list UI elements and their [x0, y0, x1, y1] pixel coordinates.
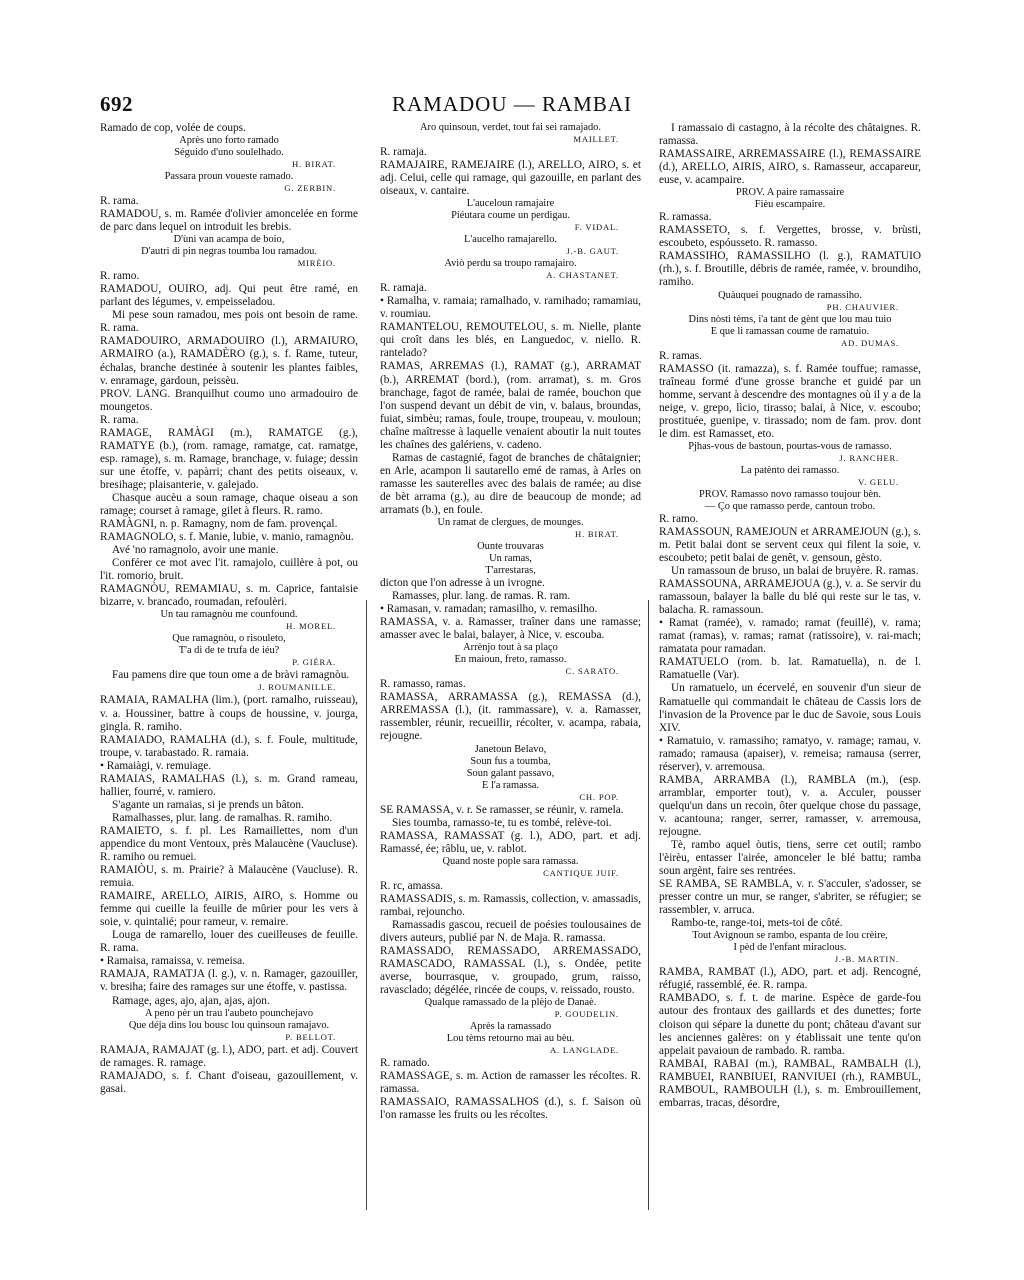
- verse-line: Ounte trouvaras: [477, 541, 544, 553]
- verse-line: L'auceloun ramajaire: [466, 198, 555, 210]
- dictionary-entry: Un ramatuelo, un écervelé, en souvenir d'un sieur de Ramatuelle qui commandait le château de Cassis lors de l'invasion de la Provence par le duc de Savoie, sous Louis XIV.: [659, 682, 921, 734]
- dictionary-entry: dicton que l'on adresse à un ivrogne.: [380, 577, 545, 590]
- dictionary-entry: RAMASSETO, s. f. Vergettes, brosse, v. brùsti, escoubeto, espóusseto. R. ramasso.: [659, 224, 921, 250]
- dictionary-entry: R. rama.: [100, 195, 139, 208]
- verse-line: — Ço que ramasso perde, cantoun trobo.: [704, 500, 876, 512]
- dictionary-entry: RAMADOU, OUIRO, adj. Qui peut être ramé, en parlant des légumes, v. empeisseladou.: [100, 283, 358, 309]
- citation-author: MAILLET.: [573, 134, 619, 144]
- dictionary-entry: RAMAGE, RAMÀGI (m.), RAMATGE (g.), RAMATYE (b.), (rom. ramage, ramatge, cat. ramatge, esp. ramage), s. m. Ramage, branchage, v. fuiage; dessin sur une étoffe, v. papàrri; chant des petits oiseaux, v. bresihage; plaisanterie, v. galejado.: [100, 426, 358, 491]
- dictionary-entry: RAMASSAIRE, ARREMASSAIRE (l.), REMASSAIRE (d.), ARELLO, AIRIS, AIRO, s. Ramasseur, accapareur, euse, v. acampaire.: [659, 148, 921, 187]
- dictionary-entry: • Ramatuio, v. ramassiho; ramatyo, v. ramage; ramau, v. ramado; ramausa (apaiser), v. remeisa; ramausa (serrer, réserver), v. arremousa.: [659, 734, 921, 773]
- dictionary-entry: R. ramaja.: [380, 282, 427, 295]
- citation-author: AD. DUMAS.: [841, 337, 899, 348]
- dictionary-entry: RAMAJAIRE, RAMEJAIRE (l.), ARELLO, AIRO, s. et adj. Celui, celle qui ramage, qui gazouille, en parlant des oiseaux, v. cantaire.: [380, 159, 641, 198]
- dictionary-entry: Ramassadis gascou, recueil de poésies toulousaines de divers auteurs, publié par N. de Maja. R. ramassa.: [380, 918, 641, 944]
- dictionary-entry: Louga de ramarello, louer des cueilleuses de feuille. R. rama.: [100, 929, 358, 955]
- dictionary-entry: RAMASSA, ARRAMASSA (g.), REMASSA (d.), ARREMASSA (l.), (it. rammassare), v. a. Ramasser, rassembler, réunir, recueillir, récolter, v. acampa, rabaia, rejougne.: [380, 691, 641, 743]
- column-divider-left: [366, 600, 367, 1210]
- dictionary-entry: I ramassaio di castagno, à la récolte des châtaignes. R. ramassa.: [659, 122, 921, 148]
- dictionary-entry: • Ramaiàgi, v. remuiage.: [100, 759, 212, 772]
- citation-author: J.-B. MARTIN.: [834, 954, 899, 965]
- dictionary-entry: RAMAGNÒU, REMAMIAU, s. m. Caprice, fantaisie bizarre, v. brancado, roumadan, refoulèri.: [100, 583, 358, 609]
- column-middle: [380, 122, 641, 1232]
- verse-line: Soun fus a toumba,: [470, 755, 551, 767]
- verse-line: Séguido d'uno soulelhado.: [174, 147, 284, 159]
- dictionary-entry: RAMBA, RAMBAT (l.), ADO, part. et adj. Rencogné, réfugié, rassemblé, ée. R. rampa.: [659, 966, 921, 992]
- citation-author: J. ROUMANILLE.: [258, 682, 336, 693]
- dictionary-entry: RAMASSA, RAMASSAT (g. l.), ADO, part. et adj. Ramassé, ée; râblu, ue, v. rablot.: [380, 829, 641, 855]
- dictionary-entry: Tè, rambo aquel òutis, tiens, serre cet outil; rambo l'èirèu, entasser l'airée, amonceler le blé battu; ramba soun argènt, faire ses rentrées.: [659, 839, 921, 878]
- dictionary-entry: Mi pese soun ramadou, mes pois ont besoin de rame. R. rama.: [100, 309, 358, 335]
- dictionary-entry: RAMASSAIO, RAMASSALHOS (d.), s. f. Saison où l'on ramasse les fruits ou les récoltes.: [380, 1096, 641, 1122]
- dictionary-entry: RAMASSOUN, RAMEJOUN et ARRAMEJOUN (g.), s. m. Petit balai dont se servent ceux qui filent la soie, v. escoubeto; petit balai de genêt, v. gensoun, gèsto.: [659, 525, 921, 564]
- verse-line: Que déja dins lou bousc lou quinsoun ramajavo.: [128, 1019, 330, 1031]
- dictionary-entry: Un ramassoun de bruso, un balai de bruyère. R. ramas.: [671, 565, 919, 578]
- citation-author: J. RANCHER.: [839, 452, 899, 463]
- verse-line: Un ramas,: [489, 553, 532, 565]
- verse-line: Après la ramassado: [469, 1021, 552, 1033]
- dictionary-entry: RAMAIADO, RAMALHA (d.), s. f. Foule, multitude, troupe, v. tarabastado. R. ramaia.: [100, 733, 358, 759]
- dictionary-entry: RAMASSA, v. a. Ramasser, traîner dans une ramasse; amasser avec le balai, balayer, à Nice, v. escouba.: [380, 616, 641, 642]
- citation-author: J.-B. GAUT.: [566, 246, 619, 257]
- verse-line: PROV. A paire ramassaire: [735, 187, 845, 199]
- verse-line: Quàuquei pougnado de ramassiho.: [718, 289, 862, 301]
- verse-line: PROV. Ramasso novo ramasso toujour bèn.: [699, 488, 881, 500]
- dictionary-entry: RAMAGNOLO, s. f. Manie, lubie, v. manio, ramagnòu.: [100, 531, 354, 544]
- column-left: [100, 122, 358, 1232]
- verse-line: Arrènjo tout à sa plaço: [463, 642, 558, 654]
- dictionary-entry: RAMÀGNI, n. p. Ramagny, nom de fam. provençal.: [100, 518, 338, 531]
- dictionary-entry: • Ramat (ramée), v. ramado; ramat (feuillé), v. rama; ramat (ramas), v. ramas; ramat (ratissoire), v. rai-mach; ramatata pour ramadan.: [659, 617, 921, 656]
- dictionary-entry: RAMADOUIRO, ARMADOUIRO (l.), ARMAIURO, ARMAIRO (a.), RAMADÈRO (g.), s. f. Rame, tuteur, échalas, branche destinée à soutenir les plantes faibles, v. enramage, gardoun, peissèu.: [100, 335, 358, 387]
- verse-line: E que li ramassan coume de ramatuio.: [710, 325, 870, 337]
- dictionary-entry: RAMAIETO, s. f. pl. Les Ramaillettes, nom d'un appendice du mont Ventoux, près Malaucène (Vaucluse). R. ramiho ou remuei.: [100, 824, 358, 864]
- verse-line: D'autri di pin negras toumba lou ramadou.: [141, 246, 317, 258]
- verse-line: I pèd de l'enfant miraclous.: [733, 942, 847, 954]
- verse-line: Aro quinsoun, verdet, tout fai sei ramajado.: [420, 122, 601, 133]
- dictionary-entry: R. ramassa.: [659, 211, 712, 224]
- citation-author: P. GIÉRA.: [292, 657, 336, 668]
- dictionary-entry: RAMASSOUNA, ARRAMEJOUA (g.), v. a. Se servir du ramassoun, balayer la balle du blé qui reste sur le tas, v. balacha. R. ramassoun.: [659, 578, 921, 617]
- dictionary-entry: Ramado de cop, volée de coups.: [100, 122, 246, 134]
- dictionary-entry: RAMASSO (it. ramazza), s. f. Ramée touffue; ramasse, traîneau formé d'une grosse branche et guidé par un homme, servant à descendre des montagnes où il y a de la neige, v. grepo, lìcio, tirasso; balai, à Nice, v. escoubo; prostituée, guenipe, v. tirassado; nom de fam. prov. dont le dim. est Ramasset, eto.: [659, 362, 921, 440]
- citation-author: G. ZERBIN.: [284, 183, 336, 194]
- verse-line: Tout Avignoun se rambo, espanta de lou crèire,: [692, 930, 888, 942]
- citation-author: CH. POP.: [579, 791, 619, 802]
- verse-line: En maioun, freto, ramasso.: [454, 654, 567, 666]
- citation-author: CANTIQUE JUIF.: [543, 867, 619, 878]
- dictionary-entry: RAMASSIHO, RAMASSILHO (l. g.), RAMATUIO (rh.), s. f. Broutille, débris de ramée, ramée, v. broundiho, ramiho.: [659, 250, 921, 289]
- citation-author: F. VIDAL.: [574, 222, 619, 233]
- dictionary-entry: SE RAMASSA, v. r. Se ramasser, se réunir, v. ramela.: [380, 803, 624, 816]
- citation-author: H. MOREL.: [286, 621, 336, 632]
- dictionary-entry: • Ramasan, v. ramadan; ramasilho, v. remasilho.: [380, 603, 598, 616]
- dictionary-entry: R. ramas.: [659, 349, 702, 362]
- citation-author: V. GELU.: [858, 476, 899, 487]
- dictionary-entry: R. ramo.: [100, 270, 140, 283]
- verse-line: Piéutara coume un perdigau.: [451, 210, 570, 222]
- verse-line: Lou tèms retourno mai au bèu.: [446, 1033, 575, 1045]
- dictionary-entry: RAMAJA, RAMATJA (l. g.), v. n. Ramager, gazouiller, v. bresiha; faire des ramages sur une étoffe, v. pastissa.: [100, 968, 358, 994]
- dictionary-entry: RAMAS, ARREMAS (l.), RAMAT (g.), ARRAMAT (b.), ARREMAT (bord.), (rom. arramat), s. m. Gros branchage, fagot de ramée, balai de ramée, bouchon que l'on suspend devant un débit de vin, v. balaus, broundas, fuiat, simbèu; ramas, foule, troupe, troupeau, v. mouloun; chaîne maîtresse à laquelle venaient aboutir la nuit toutes les chaînes des galériens, v. cadeno.: [380, 360, 641, 451]
- dictionary-entry: R. ramasso, ramas.: [380, 678, 466, 691]
- column-right: [659, 122, 921, 1232]
- dictionary-entry: Ramas de castagnié, fagot de branches de châtaignier; en Arle, acampon li sautarello emé de ramas, à Arles on ramasse les sauterelles avec des balais de ramée; au dise de bèt arrama (g.), au dire de beaucoup de monde; ad arramats (b.), en foule.: [380, 451, 641, 516]
- citation-author: H. BIRAT.: [291, 159, 336, 170]
- citation-author: PH. CHAUVIER.: [826, 301, 899, 312]
- verse-line: Fièu escampaire.: [754, 199, 826, 211]
- dictionary-entry: S'agante un ramaias, si je prends un bâton.: [112, 798, 304, 811]
- dictionary-entry: RAMAJADO, s. f. Chant d'oiseau, gazouillement, v. gasai.: [100, 1069, 358, 1095]
- verse-line: L'aucelho ramajarello.: [463, 234, 558, 246]
- verse-line: A peno pèr un trau l'aubeto pounchejavo: [144, 1007, 314, 1019]
- dictionary-entry: RAMADOU, s. m. Ramée d'olivier amoncelée en forme de parc dans lequel on introduit les brebis.: [100, 208, 358, 234]
- dictionary-entry: R. ramaja.: [380, 146, 427, 158]
- citation-author: A. CHASTANET.: [546, 270, 619, 281]
- running-title: RAMADOU — RAMBAI: [391, 92, 633, 116]
- citation-author: P. GOUDELIN.: [554, 1009, 619, 1020]
- dictionary-entry: RAMAIÒU, s. m. Prairie? à Malaucène (Vaucluse). R. remuia.: [100, 864, 358, 890]
- verse-line: Avìò perdu sa troupo ramajairo.: [444, 258, 577, 270]
- verse-line: Un ramat de clergues, de mounges.: [437, 517, 584, 529]
- dictionary-entry: Chasque aucèu a soun ramage, chaque oiseau a son ramage; courset à ramage, gilet à fleurs. R. ramo.: [100, 491, 358, 518]
- dictionary-entry: RAMASSADIS, s. m. Ramassis, collection, v. amassadis, rambai, rejouncho.: [380, 892, 641, 918]
- dictionary-entry: Conférer ce mot avec l'it. ramajolo, cuillère à pot, ou l'it. romorio, bruit.: [100, 557, 358, 583]
- dictionary-entry: Rambo-te, range-toi, mets-toi de côté.: [671, 917, 843, 930]
- dictionary-entry: RAMAJA, RAMAJAT (g. l.), ADO, part. et adj. Couvert de ramages. R. ramage.: [100, 1043, 358, 1069]
- dictionary-entry: Avé 'no ramagnolo, avoir une manie.: [112, 544, 279, 557]
- dictionary-entry: • Ramaisa, ramaissa, v. remeisa.: [100, 955, 246, 968]
- column-divider-right: [648, 600, 649, 1210]
- verse-line: E l'a ramassa.: [482, 779, 539, 791]
- verse-line: Que ramagnòu, o risouleto,: [172, 633, 286, 645]
- verse-line: Dins nòsti tèms, i'a tant de gènt que lou mau tuio: [688, 313, 892, 325]
- dictionary-entry: PROV. LANG. Branquilhut coumo uno armadouiro de moungetos.: [100, 387, 358, 413]
- dictionary-entry: SE RAMBA, SE RAMBLA, v. r. S'acculer, s'adosser, se presser contre un mur, se ranger, s'abriter, se réfugier; se rassembler, v. arruca.: [659, 878, 921, 917]
- dictionary-entry: Fau pamens dire que toun ome a de bràvi ramagnòu.: [112, 669, 350, 682]
- verse-line: Passara proun voueste ramado.: [164, 171, 294, 183]
- dictionary-entry: R. rc, amassa.: [380, 879, 444, 892]
- verse-line: T'a di de te trufa de iéu?: [178, 645, 280, 657]
- page-number: 692: [100, 92, 133, 116]
- verse-line: Janetoun Belavo,: [474, 743, 547, 755]
- dictionary-entry: RAMANTELOU, REMOUTELOU, s. m. Nielle, plante qui croît dans les blés, en Languedoc, v. niello. R. rantelado?: [380, 321, 641, 360]
- dictionary-entry: Sies toumba, ramasso-te, tu es tombé, relève-toi.: [392, 816, 612, 829]
- dictionary-entry: Ramage, ages, ajo, ajan, ajas, ajon.: [112, 994, 270, 1007]
- verse-line: La patènto dei ramasso.: [740, 464, 840, 476]
- verse-line: Après uno forto ramado: [179, 135, 279, 147]
- verse-line: T'arrestaras,: [485, 565, 536, 577]
- verse-line: Quand noste pople sara ramassa.: [442, 855, 579, 867]
- dictionary-entry: RAMASSADO, REMASSADO, ARREMASSADO, RAMASCADO, RAMASSAL (l.), s. Ondée, petite averse, bourrasque, v. groupado, grum, raisso, ravasclado; dégélée, rincée de coups, v. reissado, rousto.: [380, 944, 641, 997]
- verse-line: Pjhas-vous de bastoun, pourtas-vous de ramasso.: [688, 440, 892, 452]
- citation-author: P. BELLOT.: [285, 1031, 336, 1042]
- dictionary-entry: • Ramalha, v. ramaia; ramalhado, v. ramihado; ramamiau, v. roumiau.: [380, 295, 641, 321]
- dictionary-entry: RAMBA, ARRAMBA (l.), RAMBLA (m.), (esp. arramblar, emporter tout), v. a. Acculer, pousser quelqu'un dans un recoin, ôter quelque chose du passage, v. acantouna; ranger, serrer, ramasser, v. arremousa, rejougne.: [659, 773, 921, 838]
- dictionary-entry: RAMATUELO (rom. b. lat. Ramatuella), n. de l. Ramatuelle (Var).: [659, 656, 921, 682]
- dictionary-entry: RAMAIA, RAMALHA (lim.), (port. ramalho, ruisseau), v. a. Houssiner, battre à coups de houssine, v. jourga, gingla. R. ramiho.: [100, 694, 358, 733]
- verse-line: Un tau ramagnòu me counfound.: [160, 609, 298, 621]
- verse-line: Qualque ramassado de la plèjo de Danaè.: [424, 997, 597, 1009]
- dictionary-entry: R. ramado.: [380, 1057, 430, 1070]
- dictionary-entry: R. ramo.: [659, 512, 699, 525]
- dictionary-entry: RAMASSAGE, s. m. Action de ramasser les récoltes. R. ramassa.: [380, 1070, 641, 1096]
- citation-author: MIRÈIO.: [297, 258, 336, 269]
- page-header: [0, 92, 1024, 126]
- citation-author: C. SARATO.: [565, 666, 619, 677]
- dictionary-entry: R. rama.: [100, 413, 139, 426]
- dictionary-entry: Ramasses, plur. lang. de ramas. R. ram.: [392, 590, 571, 603]
- citation-author: H. BIRAT.: [574, 529, 619, 540]
- verse-line: Soun galant passavo,: [466, 767, 555, 779]
- citation-author: A. LANGLADE.: [549, 1045, 619, 1056]
- dictionary-entry: RAMBADO, s. f. t. de marine. Espèce de garde-fou autour des frontaux des gaillards et des dunettes; forte cloison qui sépare la dunette du pont; château d'avant sur les anciennes galères: on y établissait une tente qu'on appelait pavaioun de rambado. R. ramba.: [659, 992, 921, 1057]
- verse-line: D'ùni van acampa de boio,: [173, 234, 285, 246]
- dictionary-entry: RAMBAI, RABAI (m.), RAMBAL, RAMBALH (l.), RAMBUEI, RANBIUEI, RANVIUEI (rh.), RAMBUL, RAMBOUL, RAMBOULH (l.), s. m. Embrouillement, embarras, tracas, désordre,: [659, 1057, 921, 1109]
- dictionary-entry: RAMAIAS, RAMALHAS (l.), s. m. Grand rameau, hallier, fourré, v. ramiero.: [100, 772, 358, 798]
- dictionary-entry: Ramalhasses, plur. lang. de ramalhas. R. ramiho.: [112, 811, 333, 824]
- dictionary-entry: RAMAIRE, ARELLO, AIRIS, AIRO, s. Homme ou femme qui cueille la feuille de mûrier pour les vers à soie, v. quintalié; pour rameur, v. remaire.: [100, 890, 358, 929]
